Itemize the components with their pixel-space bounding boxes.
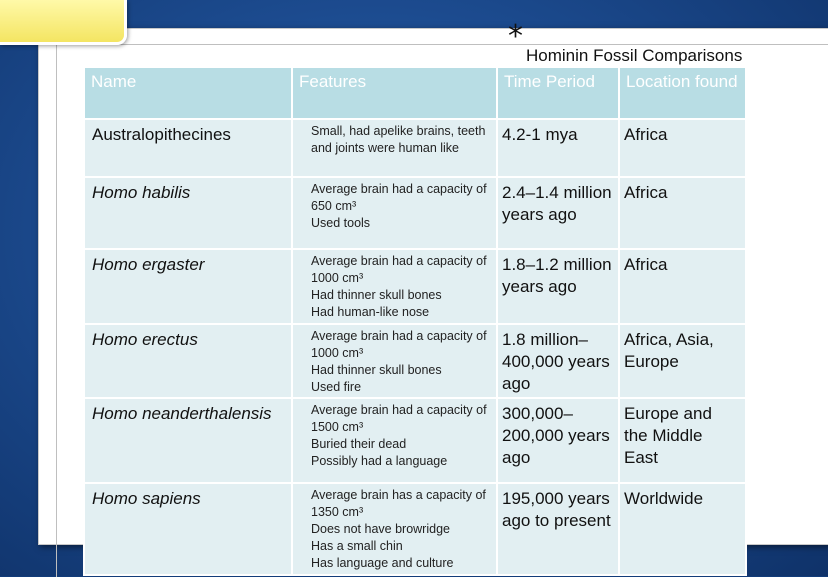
cell-location: Africa [619,177,746,249]
cell-time-period: 1.8 million– 400,000 years ago [497,324,619,398]
cell-time-period: 300,000– 200,000 years ago [497,398,619,483]
table-row [84,249,746,324]
cell-name: Homo ergaster [84,249,292,324]
cell-features [292,177,497,249]
feature-line: Had human-like nose [311,305,430,319]
slide-title: Hominin Fossil Comparisons [526,46,743,65]
feature-line: Small, had apelike brains, teeth and joints were human like [311,124,486,155]
header-time-period: Time Period [497,67,619,119]
feature-line: Used tools [311,216,371,230]
feature-line: Average brain had a capacity of 1000 cm³ [311,254,487,285]
cell-name: Australopithecines [84,119,292,177]
feature-line: Average brain has a capacity of 1350 cm³ [311,488,486,519]
fossil-comparison-table [83,66,747,576]
asterisk-mark: * [508,19,523,54]
cell-features [292,483,497,575]
cell-features [292,324,497,398]
feature-line: Average brain had a capacity of 650 cm³ [311,182,487,213]
cell-name: Homo erectus [84,324,292,398]
cell-features [292,119,497,177]
header-location: Location found [619,67,746,119]
cell-features [292,398,497,483]
cell-location: Africa [619,249,746,324]
cell-location: Africa, Asia, Europe [619,324,746,398]
table-row [84,398,746,483]
feature-line: Average brain had a capacity of 1500 cm³ [311,403,487,434]
feature-line: Has language and culture [311,556,454,570]
cell-time-period: 1.8–1.2 million years ago [497,249,619,324]
header-features: Features [292,67,497,119]
table-row [84,483,746,575]
cell-time-period: 195,000 years ago to present [497,483,619,575]
cell-location: Worldwide [619,483,746,575]
feature-line: Does not have browridge [311,522,450,536]
cell-time-period: 4.2-1 mya [497,119,619,177]
header-name: Name [84,67,292,119]
feature-line: Buried their dead [311,437,407,451]
cell-location: Europe and the Middle East [619,398,746,483]
cell-name: Homo habilis [84,177,292,249]
table-header-row [84,67,746,119]
cell-name: Homo neanderthalensis [84,398,292,483]
cell-time-period: 2.4–1.4 million years ago [497,177,619,249]
feature-line: Has a small chin [311,539,403,553]
feature-line: Possibly had a language [311,454,448,468]
table-row [84,119,746,177]
table-row [84,324,746,398]
corner-tab-decoration [0,0,127,45]
feature-line: Used fire [311,380,362,394]
cell-features [292,249,497,324]
cell-name: Homo sapiens [84,483,292,575]
feature-line: Had thinner skull bones [311,288,442,302]
feature-line: Had thinner skull bones [311,363,442,377]
cell-location: Africa [619,119,746,177]
feature-line: Average brain had a capacity of 1000 cm³ [311,329,487,360]
table-row [84,177,746,249]
